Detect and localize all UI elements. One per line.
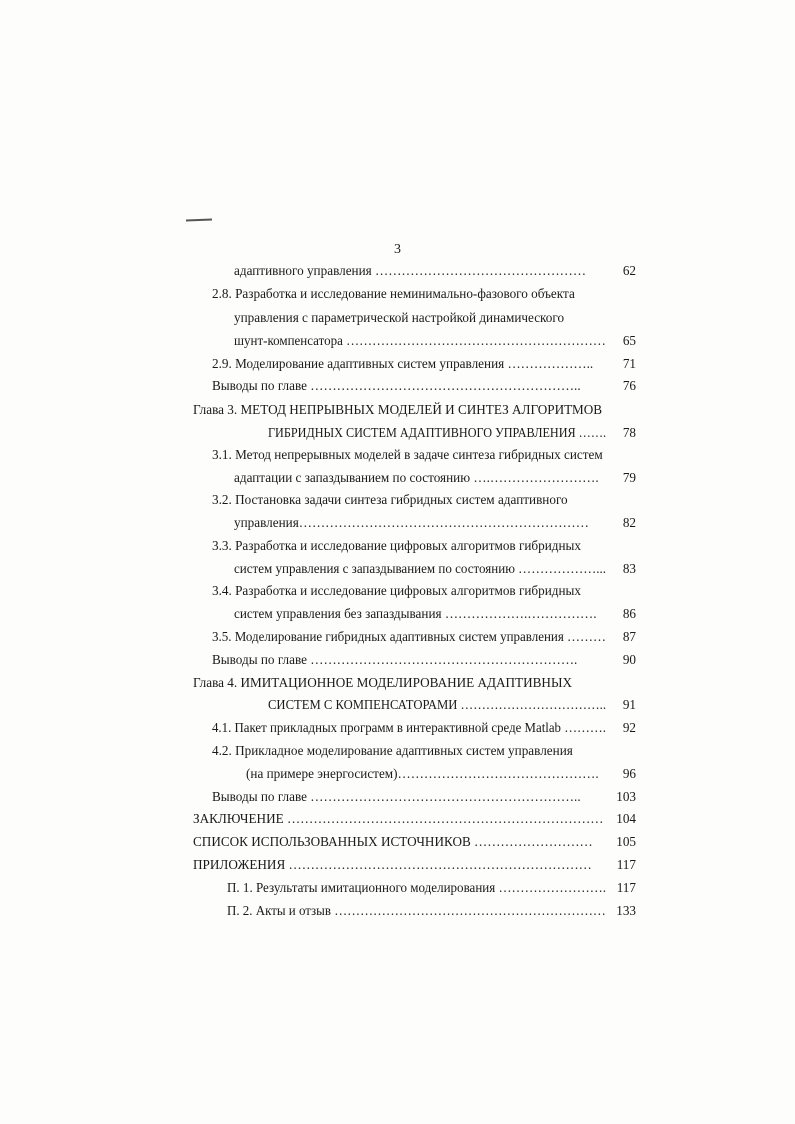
toc-entry-text: управления с параметрической настройкой динамического — [234, 310, 565, 325]
toc-entry-text: 4.2. Прикладное моделирование адаптивных систем управления — [212, 743, 573, 758]
toc-entry-text: 3.5. Моделирование гибридных адаптивных систем управления ……… — [212, 629, 606, 644]
toc-entry-text: 3.3. Разработка и исследование цифровых алгоритмов гибридных — [212, 538, 581, 553]
toc-entry-page: 65 — [622, 333, 636, 348]
toc-entry-text: ЗАКЛЮЧЕНИЕ ……………………………………………………………… — [193, 811, 604, 826]
toc-entry-page: 82 — [622, 515, 636, 530]
toc-entry-text: (на примере энергосистем)………………………………………. — [246, 766, 599, 781]
toc-entry-page: 104 — [616, 811, 636, 826]
toc-entry-text: 2.9. Моделирование адаптивных систем управления ……………….. — [212, 356, 594, 371]
toc-entry-page: 96 — [622, 766, 636, 781]
toc-entry-page: 133 — [616, 903, 636, 918]
toc-entry-text: управления………………………………………………………… — [234, 515, 589, 530]
toc-entry-page: 103 — [616, 789, 636, 804]
toc-entry-page: 62 — [622, 263, 636, 278]
toc-entry-text: Выводы по главе …………………………………………………….. — [212, 378, 581, 393]
toc-entry-text: П. 1. Результаты имитационного моделирования ……………………. — [227, 880, 607, 895]
toc-entry-text: Выводы по главе …………………………………………………….. — [212, 789, 581, 804]
toc-entry-page: 90 — [622, 652, 636, 667]
toc-entry-page: 79 — [622, 470, 636, 485]
toc-entry-page: 78 — [622, 425, 636, 440]
toc-entry-text: шунт-компенсатора …………………………………………………… — [234, 333, 606, 348]
toc-entry-text: 2.8. Разработка и исследование неминимально-фазового объекта — [212, 286, 575, 301]
toc-entry-page: 76 — [622, 378, 636, 393]
toc-entry-text: 4.1. Пакет прикладных программ в интерактивной среде Matlab ………. — [212, 720, 606, 735]
scan-artifact-mark — [186, 219, 212, 222]
toc-entry-page: 83 — [622, 561, 636, 576]
toc-entry-text: 3.4. Разработка и исследование цифровых алгоритмов гибридных — [212, 583, 581, 598]
page-number: 3 — [394, 242, 401, 257]
toc-entry-text: СПИСОК ИСПОЛЬЗОВАННЫХ ИСТОЧНИКОВ ……………………… — [193, 834, 593, 849]
toc-entry-text: ПРИЛОЖЕНИЯ …………………………………………………………… — [193, 857, 592, 872]
toc-entry-text: адаптации с запаздыванием по состоянию ….……………………. — [234, 470, 599, 485]
toc-entry-text: Глава 4. ИМИТАЦИОННОЕ МОДЕЛИРОВАНИЕ АДАПТИВНЫХ — [193, 675, 572, 690]
toc-entry-text: СИСТЕМ С КОМПЕНСАТОРАМИ …………………………….. — [268, 697, 607, 712]
toc-entry-text: Глава 3. МЕТОД НЕПРЫВНЫХ МОДЕЛЕЙ И СИНТЕЗ АЛГОРИТМОВ — [193, 402, 603, 417]
toc-entry-page: 92 — [622, 720, 636, 735]
toc-entry-page: 71 — [622, 356, 636, 371]
toc-entry-text: П. 2. Акты и отзыв ……………………………………………………… — [227, 903, 606, 918]
toc-entry-page: 105 — [616, 834, 636, 849]
toc-entry-text: ГИБРИДНЫХ СИСТЕМ АДАПТИВНОГО УПРАВЛЕНИЯ ……. — [268, 425, 607, 440]
toc-entry-text: систем управления с запаздыванием по состоянию ………………... — [234, 561, 607, 576]
toc-entry-page: 86 — [622, 606, 636, 621]
toc-entry-text: Выводы по главе ……………………………………………………. — [212, 652, 578, 667]
toc-entry-text: 3.2. Постановка задачи синтеза гибридных систем адаптивного — [212, 492, 568, 507]
toc-entry-page: 117 — [616, 880, 636, 895]
toc-entry-page: 117 — [616, 857, 636, 872]
toc-entry-page: 87 — [622, 629, 636, 644]
toc-entry-page: 91 — [622, 697, 636, 712]
toc-entry-text: 3.1. Метод непрерывных моделей в задаче синтеза гибридных систем — [212, 447, 603, 462]
toc-entry-text: адаптивного управления ………………………………………… — [234, 263, 587, 278]
toc-entry-text: систем управления без запаздывания ……………….……………. — [234, 606, 597, 621]
